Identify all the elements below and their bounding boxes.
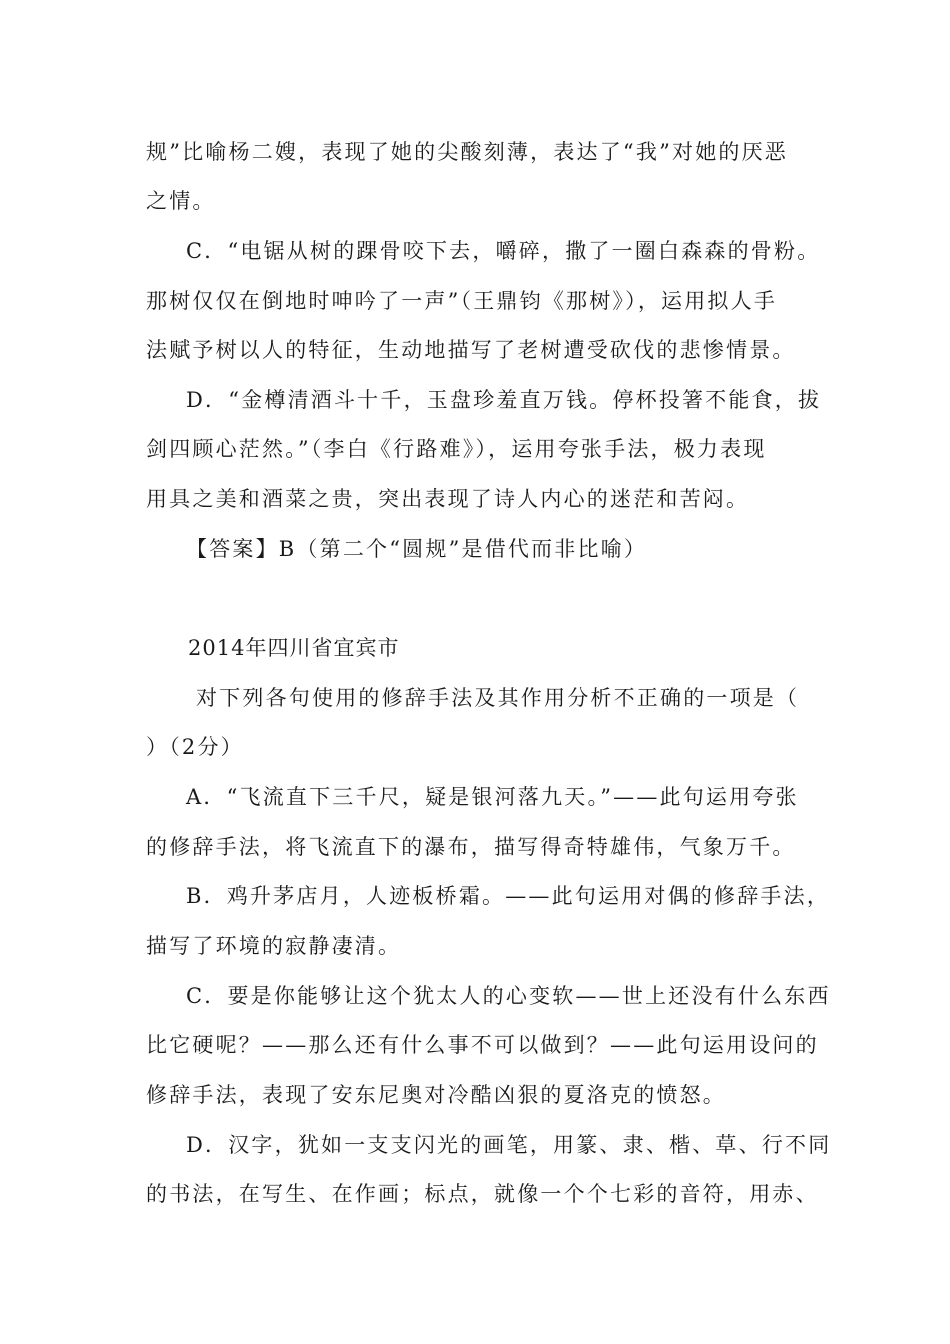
text-line: 修辞手法，表现了安东尼奥对冷酷凶狠的夏洛克的愤怒。 <box>146 1083 726 1107</box>
text-line: 之情。 <box>146 189 216 213</box>
question-score: ）（2分） <box>146 735 244 759</box>
source-heading: 2014年四川省宜宾市 <box>188 636 400 660</box>
text-line: 剑四顾心茫然。”（李白《行路难》），运用夸张手法，极力表现 <box>146 437 767 461</box>
text-line: 比它硬呢？——那么还有什么事不可以做到？——此句运用设问的 <box>146 1033 819 1057</box>
text-line: 用具之美和酒菜之贵，突出表现了诗人内心的迷茫和苦闷。 <box>146 487 750 511</box>
option-c-text: C．“电锯从树的踝骨咬下去，嚼碎，撒了一圈白森森的骨粉。 <box>186 239 821 263</box>
option-d-text: D．“金樽清酒斗十千，玉盘珍羞直万钱。停杯投箸不能食，拔 <box>186 388 822 412</box>
text-line: 那树仅仅在倒地时呻吟了一声”（王鼎钧《那树》），运用拟人手 <box>146 289 778 313</box>
text-line: 规”比喻杨二嫂，表现了她的尖酸刻薄，表达了“我”对她的厌恶 <box>146 140 789 164</box>
option-b-text: B．鸡升茅店月，人迹板桥霜。——此句运用对偶的修辞手法， <box>186 884 831 908</box>
text-line: 法赋予树以人的特征，生动地描写了老树遭受砍伐的悲惨情景。 <box>146 338 796 362</box>
answer-line: 【答案】B（第二个“圆规”是借代而非比喻） <box>186 537 648 561</box>
option-a-text: A．“飞流直下三千尺，疑是银河落九天。”——此句运用夸张 <box>186 785 799 809</box>
text-line: 描写了环境的寂静凄清。 <box>146 934 402 958</box>
text-line: 的修辞手法，将飞流直下的瀑布，描写得奇特雄伟，气象万千。 <box>146 835 796 859</box>
question-stem: 对下列各句使用的修辞手法及其作用分析不正确的一项是（ <box>196 686 800 710</box>
text-line: 的书法，在写生、在作画；标点，就像一个个七彩的音符，用赤、 <box>146 1182 819 1206</box>
option-d-text: D．汉字，犹如一支支闪光的画笔，用篆、隶、楷、草、行不同 <box>186 1133 832 1157</box>
option-c-text: C．要是你能够让这个犹太人的心变软——世上还没有什么东西 <box>186 984 831 1008</box>
